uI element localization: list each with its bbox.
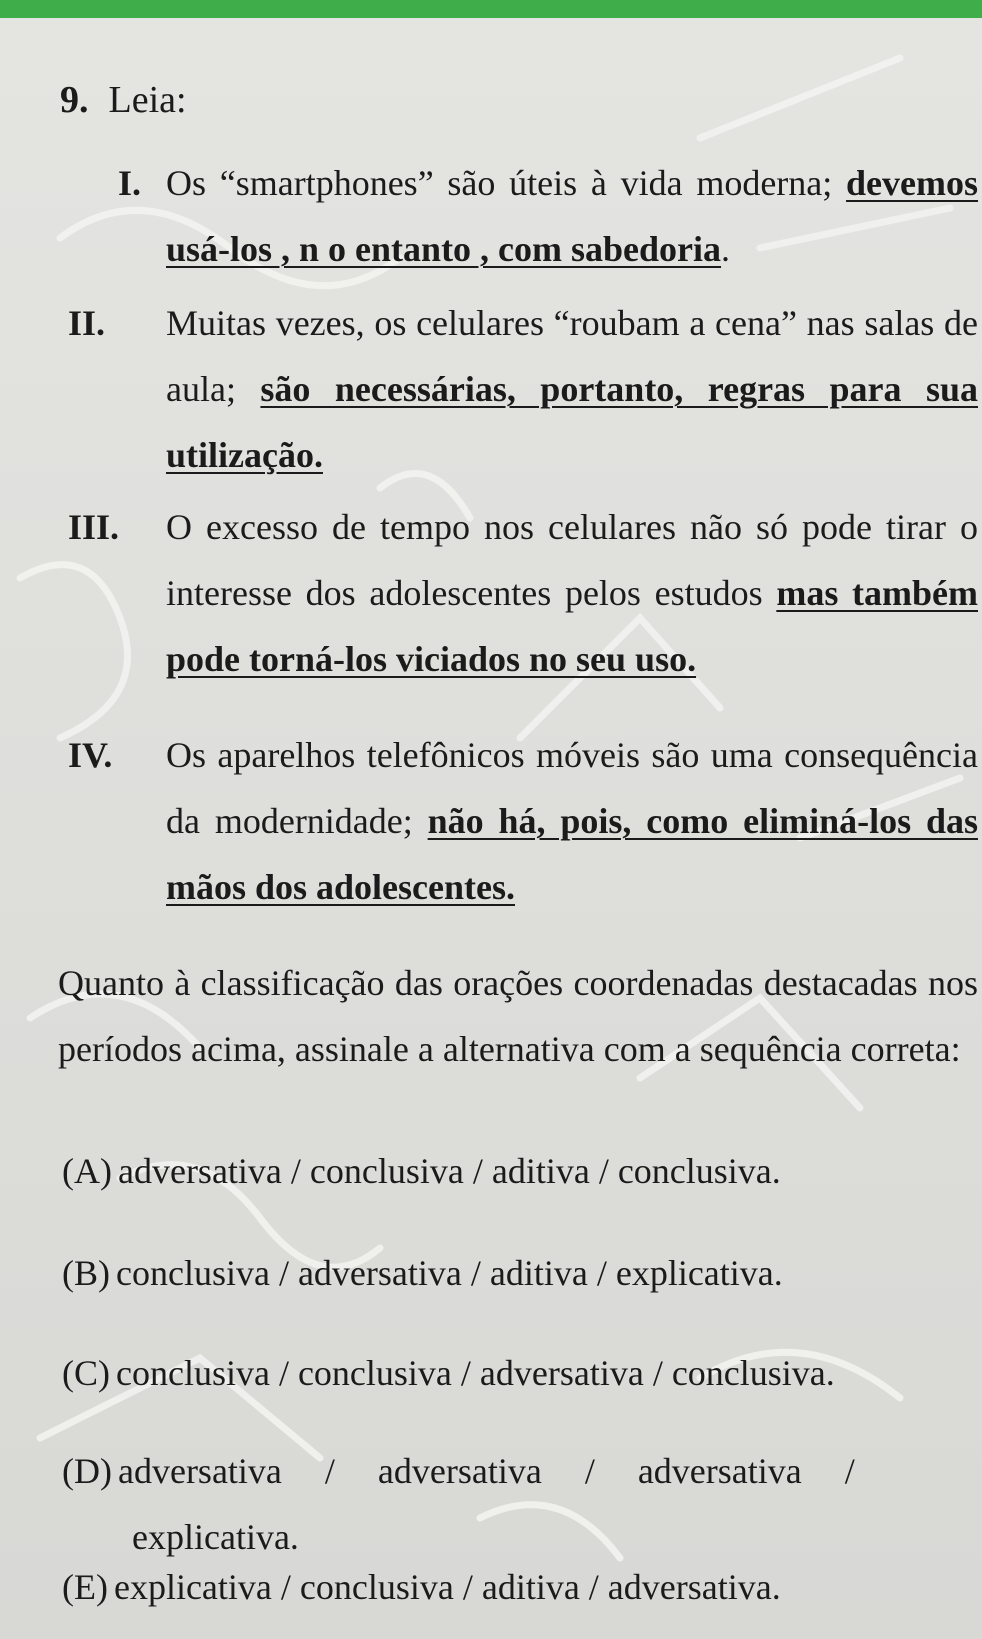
- question-lead: Leia:: [108, 79, 187, 121]
- option-a[interactable]: [62, 1138, 978, 1204]
- option-letter: (B): [62, 1253, 110, 1293]
- option-text: adversativa / adversativa / adversativa /: [117, 1451, 855, 1491]
- option-letter: (A): [62, 1151, 112, 1191]
- highlighted-clause: são necessárias, portanto, regras para sua utilização.: [166, 369, 978, 475]
- statement-roman: I.: [118, 163, 142, 203]
- option-e[interactable]: [62, 1554, 978, 1620]
- question-stem: Quanto à classificação das orações coordenadas destacadas nos períodos acima, assinale a alternativa com a sequência correta:: [58, 963, 978, 1069]
- statement-text: Os “smartphones” são úteis à vida moderna;: [166, 163, 833, 203]
- highlighted-clause: devemos usá-los , n o entanto , com sabedoria: [166, 163, 979, 269]
- option-text: conclusiva / adversativa / aditiva / explicativa.: [116, 1253, 783, 1293]
- option-text: conclusiva / conclusiva / adversativa / conclusiva.: [116, 1353, 835, 1393]
- statement-ii: [68, 290, 978, 488]
- highlighted-clause: não há, pois, como eliminá-los das mãos dos adolescentes.: [166, 801, 978, 907]
- option-text: adversativa / conclusiva / aditiva / conclusiva.: [117, 1151, 781, 1191]
- option-c[interactable]: [62, 1340, 982, 1406]
- option-text-continuation: explicativa.: [132, 1517, 299, 1557]
- statement-roman: III.: [68, 507, 120, 547]
- statement-text: O excesso de tempo nos celulares não só pode tirar o interesse dos adolescentes pelos estudos: [166, 507, 978, 613]
- statement-text: Muitas vezes, os celulares “roubam a cena” nas salas de aula;: [166, 303, 978, 409]
- statement-iii: [68, 494, 978, 692]
- statement-i: [118, 150, 979, 282]
- question-header: [60, 78, 187, 122]
- option-b[interactable]: [62, 1240, 978, 1306]
- statement-roman: IV.: [68, 735, 113, 775]
- option-letter: (D): [62, 1451, 112, 1491]
- option-text: explicativa / conclusiva / aditiva / adversativa.: [113, 1567, 781, 1607]
- highlighted-clause: mas também pode torná-los viciados no seu uso.: [166, 573, 978, 679]
- question-content: [0, 18, 982, 1639]
- statement-roman: II.: [68, 303, 106, 343]
- top-color-band: [0, 0, 982, 18]
- option-d[interactable]: [62, 1438, 978, 1570]
- question-number: 9.: [60, 79, 89, 121]
- statement-tail: .: [721, 229, 731, 269]
- statement-iv: [68, 722, 978, 920]
- option-letter: (E): [62, 1567, 108, 1607]
- exam-page: [0, 18, 982, 1639]
- option-letter: (C): [62, 1353, 110, 1393]
- statement-text: Os aparelhos telefônicos móveis são uma consequência da modernidade;: [166, 735, 978, 841]
